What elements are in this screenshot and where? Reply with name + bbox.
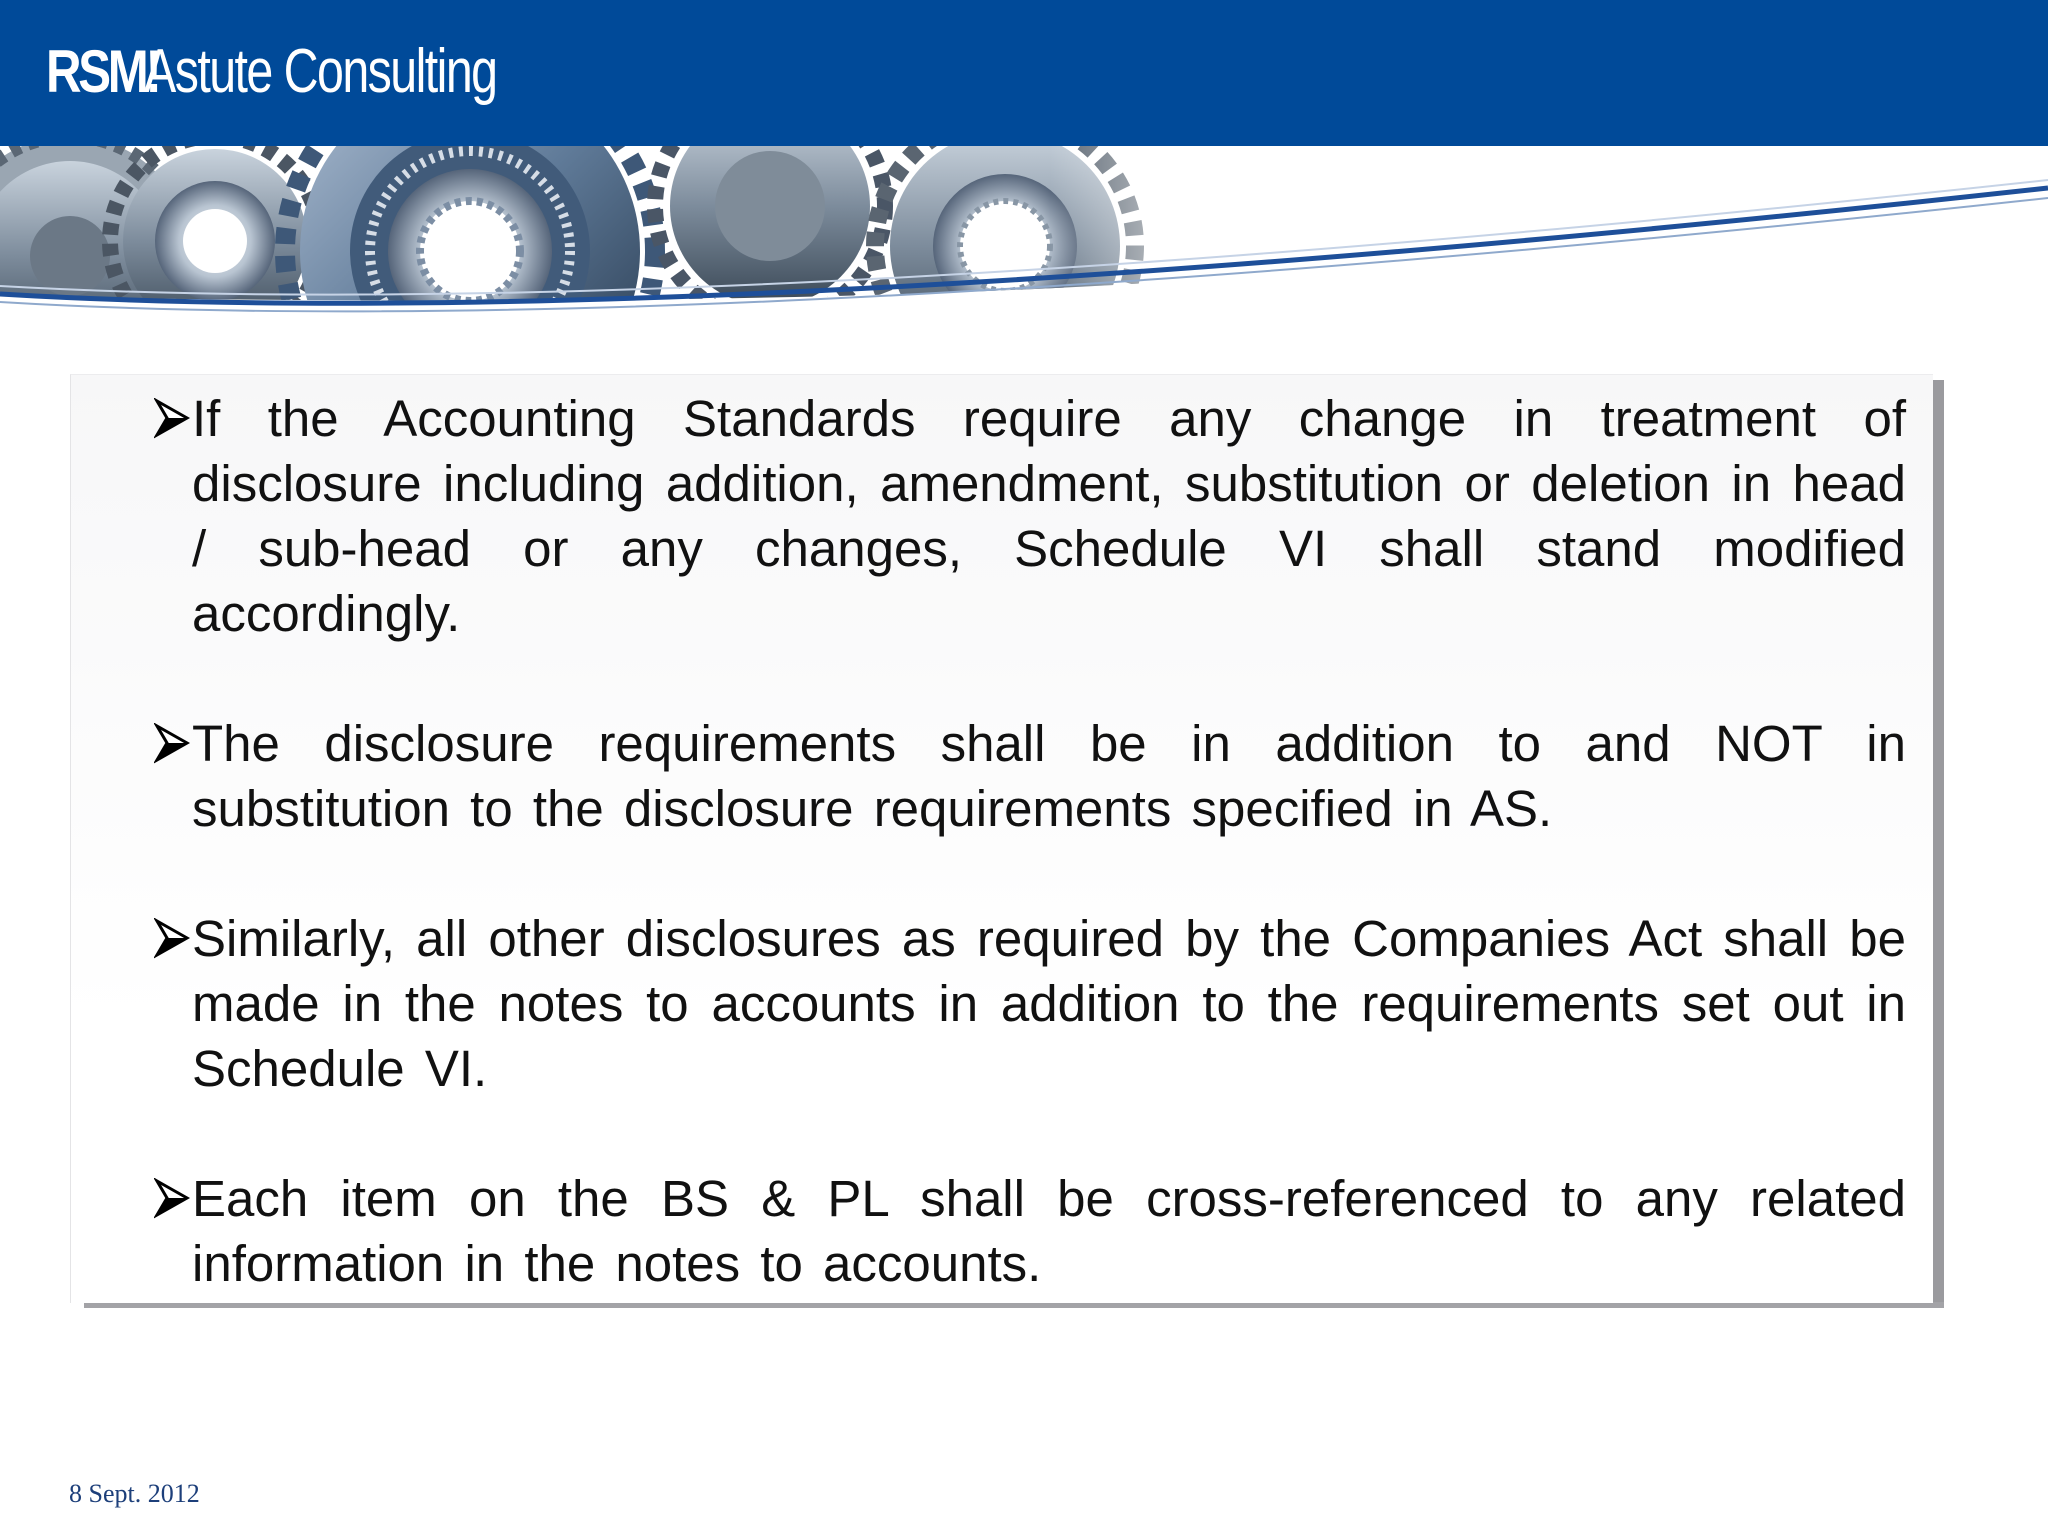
- bullet-text: Each item on the BS & PL shall be cross-referenced to any related information in the notes to accounts.: [192, 1170, 1906, 1292]
- arrowhead-bullet-icon: [154, 918, 192, 960]
- arrowhead-bullet-icon: [154, 723, 192, 765]
- arrowhead-bullet-icon: [154, 398, 192, 440]
- bullet-text: The disclosure requirements shall be in addition to and NOT in substitution to the disclosure requirements specified in AS.: [192, 715, 1906, 837]
- gear-icon: [110, 146, 320, 346]
- bullet-item: [154, 386, 1906, 646]
- company-logo: [46, 36, 596, 116]
- bullet-text: If the Accounting Standards require any change in treatment of disclosure including addition, amendment, substitution or deletion in head / sub-head or any changes, Schedule VI shall stand modified accordingly.: [192, 390, 1906, 642]
- gear-icon: [285, 146, 655, 346]
- bullet-item: [154, 1166, 1906, 1296]
- arrowhead-bullet-icon: [154, 1178, 192, 1220]
- logo-name: Astute Consulting: [144, 37, 497, 106]
- header-bar: [0, 0, 2048, 146]
- footer-date: 8 Sept. 2012: [69, 1479, 200, 1508]
- bullet-list: [154, 386, 1906, 1361]
- content-shadow: [1932, 380, 1944, 1308]
- bullet-item: [154, 906, 1906, 1101]
- bullet-item: [154, 711, 1906, 841]
- logo-mark: RSM!: [46, 38, 159, 105]
- bullet-text: Similarly, all other disclosures as required by the Companies Act shall be made in the notes to accounts in addition to the requirements set out in Schedule VI.: [192, 910, 1906, 1097]
- gears-banner: [0, 146, 2048, 346]
